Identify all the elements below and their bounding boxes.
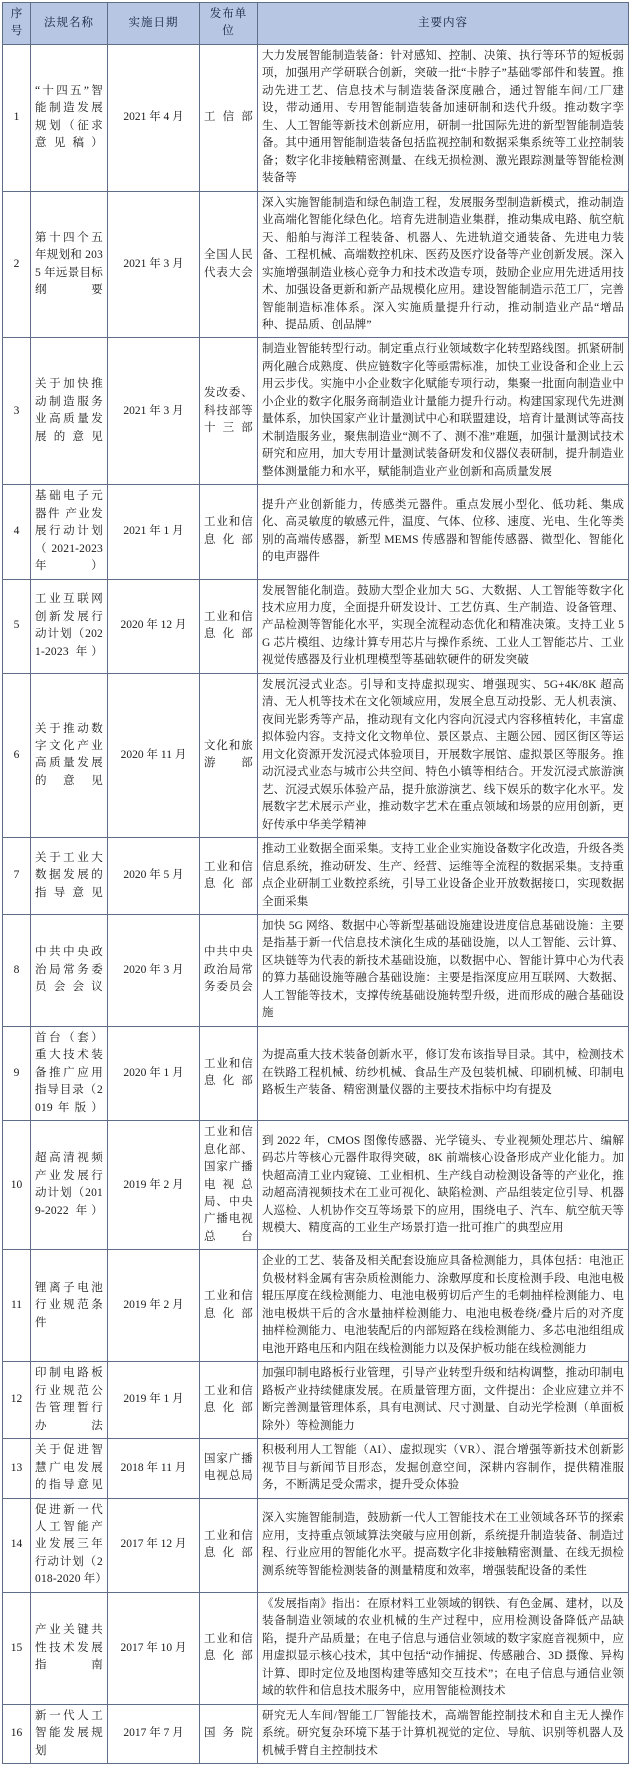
cell-issuing-authority: 工业和信息化部 xyxy=(200,1498,258,1592)
cell-sequence: 7 xyxy=(3,838,31,915)
cell-main-content: 提升产业创新能力，传感类元器件。重点发展小型化、低功耗、集成化、高灵敏度的敏感元件，温度、气体、位移、速度、光电、生化等类别的高端传感器，新型 MEMS 传感器和智能传感器、微型化、智能化的电声器件 xyxy=(258,485,629,579)
cell-effective-date: 2021 年 3 月 xyxy=(108,191,200,338)
table-row xyxy=(3,1250,629,1362)
cell-effective-date: 2021 年 4 月 xyxy=(108,44,200,191)
cell-sequence: 11 xyxy=(3,1250,31,1362)
table-row xyxy=(3,44,629,191)
cell-issuing-authority: 工业和信息化部、国家广播电视总局、中央广播电视总台 xyxy=(200,1121,258,1250)
cell-sequence: 1 xyxy=(3,44,31,191)
column-header-org: 发布单位 xyxy=(200,3,258,45)
cell-sequence: 14 xyxy=(3,1498,31,1592)
table-row xyxy=(3,838,629,915)
cell-regulation-name: 第十四个五年规划和 2035 年远景目标纲要 xyxy=(31,191,108,338)
column-header-seq: 序号 xyxy=(3,3,31,45)
table-row xyxy=(3,673,629,837)
table-header xyxy=(3,3,629,45)
cell-sequence: 13 xyxy=(3,1439,31,1498)
cell-sequence: 15 xyxy=(3,1592,31,1704)
cell-main-content: 积极利用人工智能（AI）、虚拟现实（VR）、混合增强等新技术创新影视节目与新闻节目形态，发掘创意空间，深耕内容制作，提供精准服务，不断满足受众需求，提升受众体验 xyxy=(258,1439,629,1498)
table-row xyxy=(3,338,629,485)
cell-main-content: 为提高重大技术装备创新水平，修订发布该指导目录。其中，检测技术在铁路工程机械、纺纱机械、食品生产及包装机械、印刷机械、印制电路板生产装备、精密测量仪器的主要技术指标中均有提及 xyxy=(258,1026,629,1120)
table-row xyxy=(3,1362,629,1439)
cell-sequence: 12 xyxy=(3,1362,31,1439)
cell-issuing-authority: 全国人民代表大会 xyxy=(200,191,258,338)
cell-issuing-authority: 国家广播电视总局 xyxy=(200,1439,258,1498)
cell-main-content: 推动工业数据全面采集。支持工业企业实施设备数字化改造，升级各类信息系统，推动研发、生产、经营、运维等全流程的数据采集。支持重点企业研制工业数控系统，引导工业设备企业开放数据接口，实现数据全面采集 xyxy=(258,838,629,915)
cell-regulation-name: 锂离子电池行业规范条件 xyxy=(31,1250,108,1362)
cell-main-content: 企业的工艺、装备及相关配套设施应具备检测能力，具体包括：电池正负极材料金属有害杂质检测能力、涂敷厚度和长度检测手段、电池电极辊压厚度在线检测能力、电池电极剪切后产生的毛刺抽样检测能力、电池电极烘干后的含水量抽样检测能力、电池电极卷绕/叠片后的对齐度抽样检测能力、电池装配后的内部短路在线检测能力、多芯电池组组成电池开路电压和内阻在线检测能力以及保护板功能在线检测能力 xyxy=(258,1250,629,1362)
cell-sequence: 4 xyxy=(3,485,31,579)
cell-sequence: 9 xyxy=(3,1026,31,1120)
cell-issuing-authority: 工业和信息化部 xyxy=(200,485,258,579)
cell-issuing-authority: 中共中央政治局常务委员会 xyxy=(200,914,258,1026)
cell-regulation-name: 首台（套）重大技术装备推广应用指导目录（2019年版） xyxy=(31,1026,108,1120)
cell-effective-date: 2020 年 11 月 xyxy=(108,673,200,837)
cell-issuing-authority: 工业和信息化部 xyxy=(200,1362,258,1439)
cell-regulation-name: 印制电路板行业规范公告管理暂行办法 xyxy=(31,1362,108,1439)
cell-sequence: 2 xyxy=(3,191,31,338)
regulation-table xyxy=(2,2,629,1764)
table-row xyxy=(3,1704,629,1763)
column-header-date: 实施日期 xyxy=(108,3,200,45)
table-row xyxy=(3,914,629,1026)
column-header-name: 法规名称 xyxy=(31,3,108,45)
cell-sequence: 5 xyxy=(3,579,31,673)
cell-issuing-authority: 文化和旅游部 xyxy=(200,673,258,837)
cell-main-content: 深入实施智能制造，鼓励新一代人工智能技术在工业领域各环节的探索应用，支持重点领域算法突破与应用创新，系统提升制造装备、制造过程、行业应用的智能化水平。提高数字化非接触精密测量、在线无损检测系统等智能检测装备的测量精度和效率，增强装配设备的柔性 xyxy=(258,1498,629,1592)
cell-main-content: 《发展指南》指出：在原材料工业领域的钢铁、有色金属、建材，以及装备制造业领域的农业机械的生产过程中，应用检测设备降低产品缺陷，提升产品质量；在电子信息与通信业领域的数字家庭音视频中，应用虚拟显示核心技术，其中包括“动作捕捉、传感融合、3D 摄像、异构计算、即时定位及地图构建等感知交互技术”；在电子信息与通信业领域的软件和信息技术服务中，应用智能检测技术 xyxy=(258,1592,629,1704)
cell-effective-date: 2019 年 1 月 xyxy=(108,1362,200,1439)
cell-effective-date: 2019 年 2 月 xyxy=(108,1121,200,1250)
cell-regulation-name: 促进新一代人工智能产业发展三年行动计划（2018-2020 年） xyxy=(31,1498,108,1592)
cell-effective-date: 2017 年 12 月 xyxy=(108,1498,200,1592)
cell-main-content: 深入实施智能制造和绿色制造工程，发展服务型制造新模式，推动制造业高端化智能化绿色化。培育先进制造业集群，推动集成电路、航空航天、船舶与海洋工程装备、机器人、先进轨道交通装备、先进电力装备、工程机械、高端数控机床、医药及医疗设备等产业创新发展。深入实施增强制造业核心竞争力和技术改造专项，鼓励企业应用先进适用技术、加强设备更新和新产品规模化应用。建设智能制造示范工厂，完善智能制造标准体系。深入实施质量提升行动，推动制造业产品“增品种、提品质、创品牌” xyxy=(258,191,629,338)
cell-main-content: 发展沉浸式业态。引导和支持虚拟现实、增强现实、5G+4K/8K 超高清、无人机等技术在文化领域应用，发展全息互动投影、无人机表演、夜间光影秀等产品，推动现有文化内容向沉浸式内容移植转化，丰富虚拟体验内容。支持文化文物单位、景区景点、主题公园、园区街区等运用文化资源开发沉浸式体验项目，开展数字展馆、虚拟景区等服务。推动沉浸式业态与城市公共空间、特色小镇等相结合。开发沉浸式旅游演艺、沉浸式娱乐体验产品，提升旅游演艺、线下娱乐的数字化水平。发展数字艺术展示产业，推动数字艺术在重点领域和场景的应用创新，更好传承中华美学精神 xyxy=(258,673,629,837)
cell-main-content: 发展智能化制造。鼓励大型企业加大 5G、大数据、人工智能等数字化技术应用力度，全面提升研发设计、工艺仿真、生产制造、设备管理、产品检测等智能化水平，实现全流程动态优化和精准决策。支持工业 5G 芯片模组、边缘计算专用芯片与操作系统、工业人工智能芯片、工业视觉传感器及行业机理模型等基础软硬件的研发突破 xyxy=(258,579,629,673)
cell-regulation-name: 关于加快推动制造服务业高质量发展的意见 xyxy=(31,338,108,485)
cell-regulation-name: 工业互联网创新发展行动计划（2021-2023 年） xyxy=(31,579,108,673)
cell-issuing-authority: 工业和信息化部 xyxy=(200,838,258,915)
cell-issuing-authority: 工信部 xyxy=(200,44,258,191)
cell-sequence: 10 xyxy=(3,1121,31,1250)
column-header-content: 主要内容 xyxy=(258,3,629,45)
table-row xyxy=(3,1026,629,1120)
cell-issuing-authority: 发改委、科技部等十三部 xyxy=(200,338,258,485)
cell-regulation-name: 基础电子元器件 产业发展行动计划（2021-2023年） xyxy=(31,485,108,579)
cell-issuing-authority: 工业和信息化部 xyxy=(200,1250,258,1362)
cell-main-content: 大力发展智能制造装备：针对感知、控制、决策、执行等环节的短板弱项，加强用产学研联合创新，突破一批“卡脖子”基础零部件和装置。推动先进工艺、信息技术与制造装备深度融合，通过智能车间/工厂建设，带动通用、专用智能制造装备加速研制和迭代升级。推动数字孪生、人工智能等新技术创新应用，研制一批国际先进的新型智能制造装备。其中通用智能制造装备包括监视控制和数据采集系统等工业控制装备；数字化非接触精密测量、在线无损检测、激光跟踪测量等智能检测装备等 xyxy=(258,44,629,191)
table-row xyxy=(3,579,629,673)
cell-regulation-name: 新一代人工智能发展规划 xyxy=(31,1704,108,1763)
cell-regulation-name: 中共中央政治局常务委员会会议 xyxy=(31,914,108,1026)
cell-regulation-name: “十四五”智能制造发展规划（征求意见稿） xyxy=(31,44,108,191)
cell-regulation-name: 关于促进智慧广电发展的指导意见 xyxy=(31,1439,108,1498)
cell-effective-date: 2020 年 12 月 xyxy=(108,579,200,673)
table-row xyxy=(3,191,629,338)
cell-regulation-name: 关于工业大数据发展的指导意见 xyxy=(31,838,108,915)
header-row xyxy=(3,3,629,45)
cell-issuing-authority: 工业和信息化部 xyxy=(200,1592,258,1704)
cell-sequence: 16 xyxy=(3,1704,31,1763)
cell-main-content: 加强印制电路板行业管理，引导产业转型升级和结构调整，推动印制电路板产业持续健康发展。在质量管理方面，文件提出：企业应建立并不断完善测量管理体系，具有电测试、尺寸测量、自动光学检测（单面板除外）等检测能力 xyxy=(258,1362,629,1439)
cell-issuing-authority: 工业和信息化部 xyxy=(200,1026,258,1120)
cell-effective-date: 2017 年 10 月 xyxy=(108,1592,200,1704)
cell-main-content: 制造业智能转型行动。制定重点行业领域数字化转型路线图。抓紧研制两化融合成熟度、供应链数字化等亟需标准，加快工业设备和企业上云用云步伐。实施中小企业数字化赋能专项行动，集聚一批面向制造业中小企业的数字化服务商制造业计量能力提升行动。构建国家现代先进测量体系，加快国家产业计量测试中心和联盟建设，培育计量测试等高技术制造服务业，聚焦制造业“测不了、测不准”难题，加强计量测试技术研究和应用，加大专用计量测试装备研发和仪器仪表研制，提升制造业整体测量能力和水平，赋能制造业产业创新和高质量发展 xyxy=(258,338,629,485)
cell-effective-date: 2019 年 2 月 xyxy=(108,1250,200,1362)
cell-effective-date: 2021 年 3 月 xyxy=(108,338,200,485)
cell-effective-date: 2021 年 1 月 xyxy=(108,485,200,579)
cell-issuing-authority: 国务院 xyxy=(200,1704,258,1763)
cell-main-content: 加快 5G 网络、数据中心等新型基础设施建设进度信息基础设施：主要是指基于新一代信息技术演化生成的基础设施，以人工智能、云计算、区块链等为代表的新技术基础设施，以数据中心、智能计算中心为代表的算力基础设施等融合基础设施：主要是指深度应用互联网、大数据、人工智能等技术，支撑传统基础设施转型升级，进而形成的融合基础设施 xyxy=(258,914,629,1026)
cell-effective-date: 2020 年 3 月 xyxy=(108,914,200,1026)
cell-effective-date: 2018 年 11 月 xyxy=(108,1439,200,1498)
cell-regulation-name: 产业关键共性技术发展指南 xyxy=(31,1592,108,1704)
table-row xyxy=(3,1592,629,1704)
cell-main-content: 研究无人车间/智能工厂智能技术，高端智能控制技术和自主无人操作系统。研究复杂环境下基于计算机视觉的定位、导航、识别等机器人及机械手臂自主控制技术 xyxy=(258,1704,629,1763)
cell-regulation-name: 超高清视频产业发展行动计划（2019-2022 年） xyxy=(31,1121,108,1250)
cell-sequence: 6 xyxy=(3,673,31,837)
table-row xyxy=(3,485,629,579)
cell-issuing-authority: 工业和信息化部 xyxy=(200,579,258,673)
table-row xyxy=(3,1121,629,1250)
table-body xyxy=(3,44,629,1763)
cell-sequence: 3 xyxy=(3,338,31,485)
cell-effective-date: 2020 年 5 月 xyxy=(108,838,200,915)
table-row xyxy=(3,1498,629,1592)
table-row xyxy=(3,1439,629,1498)
cell-main-content: 到 2022 年，CMOS 图像传感器、光学镜头、专业视频处理芯片、编解码芯片等核心元器件取得突破，8K 前端核心设备形成产业化能力。加快超高清工业内窥镜、工业相机、生产线自动检测设备等的产业化，推动超高清视频技术在工业可视化、缺陷检测、产品组装定位引导、机器人巡检、人机协作交互等场景下的应用，围绕电子、汽车、航空航天等规模大、精度高的工业生产场景打造一批可推广的典型应用 xyxy=(258,1121,629,1250)
cell-regulation-name: 关于推动数字文化产业高质量发展的意见 xyxy=(31,673,108,837)
cell-effective-date: 2020 年 1 月 xyxy=(108,1026,200,1120)
cell-sequence: 8 xyxy=(3,914,31,1026)
cell-effective-date: 2017 年 7 月 xyxy=(108,1704,200,1763)
